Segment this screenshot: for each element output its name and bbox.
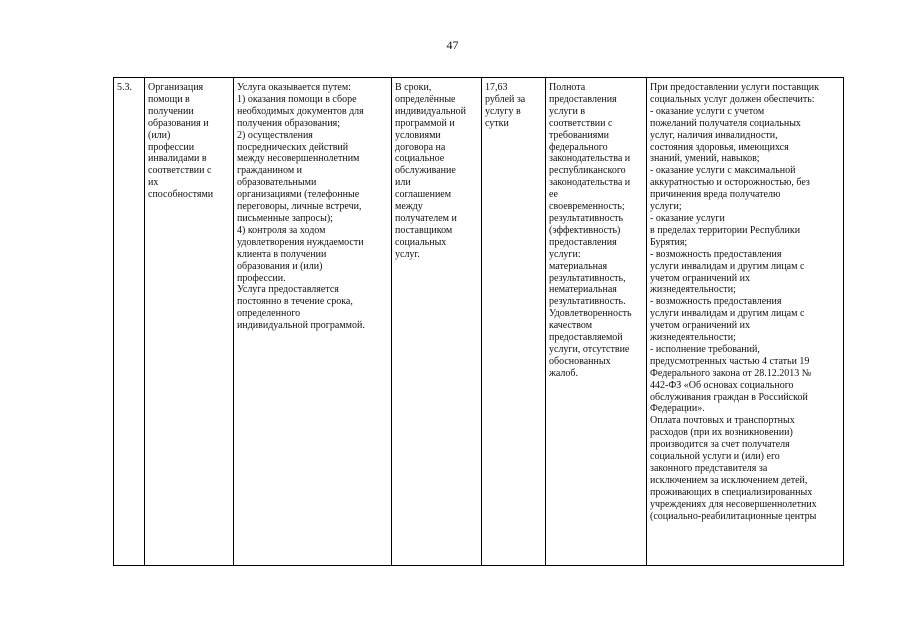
conditions-line: - возможность предоставления: [650, 296, 782, 308]
description-line: 2) осуществления: [237, 129, 313, 141]
conditions-line: расходов (при их возникновении): [650, 427, 793, 439]
service-name-line: помощи в: [148, 93, 190, 105]
description-line: между несовершеннолетним: [237, 153, 360, 165]
quality-line: федерального: [549, 141, 608, 153]
cell-number: [114, 78, 145, 566]
conditions-line: проживающих в специализированных: [650, 486, 813, 498]
conditions-line: жизнедеятельности;: [650, 284, 736, 296]
quality-line: предоставляемой: [549, 332, 623, 344]
quality-line: Удовлетворенность: [549, 308, 632, 320]
conditions-line: состояния здоровья, имеющихся: [650, 141, 789, 153]
conditions-line: услуги инвалидам и другим лицам с: [650, 260, 805, 272]
conditions-line: - оказание услуги с максимальной: [650, 165, 796, 177]
conditions-line: исключением за исключением детей,: [650, 474, 808, 486]
quality-line: обоснованных: [549, 355, 611, 367]
service-name-line: образования и: [148, 117, 209, 129]
conditions-line: жизнедеятельности;: [650, 332, 736, 344]
conditions-line: При предоставлении услуги поставщик: [650, 82, 819, 93]
conditions-line: Оплата почтовых и транспортных: [650, 415, 795, 427]
conditions-line: социальной услуги и (или) его: [650, 451, 780, 463]
description-line: клиента в получении: [237, 248, 327, 260]
terms-line: условиями: [395, 129, 441, 141]
description-line: удовлетворения нуждаемости: [237, 236, 364, 248]
row-number: 5.3.: [117, 82, 132, 93]
quality-line: услуги в: [549, 105, 586, 117]
terms-line: получателем и: [395, 212, 457, 224]
conditions-line: Бурятия;: [650, 236, 688, 248]
conditions-line: 442-ФЗ «Об основах социального: [650, 379, 794, 391]
quality-line: нематериальная: [549, 284, 617, 296]
conditions-line: законного представителя за: [650, 463, 768, 474]
description-line: необходимых документов для: [237, 105, 364, 117]
quality-line: (эффективность): [549, 224, 621, 236]
cell-tariff: [482, 78, 546, 566]
quality-line: соответствии с: [549, 117, 613, 129]
description-line: образовательными: [237, 177, 317, 189]
quality-line: предоставления: [549, 93, 617, 105]
conditions-line: аккуратностью и осторожностью, без: [650, 177, 810, 189]
description-line: письменные запросы);: [237, 212, 333, 224]
description-line: 1) оказания помощи в сборе: [237, 93, 357, 105]
quality-line: законодательства и: [549, 153, 631, 165]
quality-line: услуги:: [549, 248, 581, 260]
conditions-line: - оказание услуги с учетом: [650, 105, 765, 117]
quality-line: Полнота: [549, 82, 586, 93]
conditions-line: социальных услуг должен обеспечить:: [650, 93, 815, 105]
page-number: 47: [446, 38, 459, 52]
description-line: Услуга оказывается путем:: [237, 82, 351, 93]
service-name-line: инвалидами в: [148, 153, 207, 165]
conditions-line: - оказание услуги: [650, 212, 725, 224]
conditions-line: причинения вреда получателю: [650, 189, 781, 201]
quality-line: законодательства и: [549, 177, 631, 189]
description-line: Услуга предоставляется: [237, 284, 339, 296]
quality-line: результативность: [549, 212, 624, 224]
service-name-line: их: [148, 177, 159, 189]
quality-line: ее: [549, 189, 558, 201]
terms-line: соглашением: [395, 189, 452, 201]
service-name-line: соответствии с: [148, 165, 212, 177]
tariff-line: 17,63: [485, 82, 508, 93]
service-name-line: профессии: [148, 141, 195, 153]
conditions-line: обслуживания граждан в Российской: [650, 391, 808, 403]
conditions-line: Федерального закона от 28.12.2013 №: [650, 367, 812, 379]
conditions-line: Федерации».: [650, 403, 705, 415]
terms-line: или: [395, 177, 411, 189]
cell-terms: [392, 78, 482, 566]
quality-line: своевременность;: [549, 201, 625, 213]
description-line: 4) контроля за ходом: [237, 224, 326, 236]
terms-line: договора на: [395, 141, 446, 153]
services-table: [113, 77, 844, 566]
conditions-line: в пределах территории Республики: [650, 224, 801, 236]
description-line: профессии.: [237, 272, 286, 284]
terms-line: социальных: [395, 236, 447, 248]
conditions-line: знаний, умений, навыков;: [650, 153, 760, 165]
description-line: гражданином и: [237, 165, 303, 177]
quality-line: услуги, отсутствие: [549, 343, 630, 355]
terms-line: В сроки,: [395, 82, 432, 93]
conditions-line: услуги инвалидам и другим лицам с: [650, 308, 805, 320]
service-name-line: получении: [148, 105, 194, 117]
terms-line: программой и: [395, 117, 455, 129]
conditions-line: учетом ограничений их: [650, 320, 750, 332]
description-line: определенного: [237, 308, 301, 320]
terms-line: социальное: [395, 153, 445, 165]
description-line: переговоры, личные встречи,: [237, 201, 362, 213]
conditions-line: услуги;: [650, 201, 682, 213]
cell-conditions: [647, 78, 844, 566]
terms-line: поставщиком: [395, 224, 453, 236]
conditions-line: пожеланий получателя социальных: [650, 117, 801, 129]
quality-line: предоставления: [549, 236, 617, 248]
tariff-line: услугу в: [485, 105, 521, 117]
terms-line: между: [395, 201, 423, 213]
tariff-line: рублей за: [485, 93, 526, 105]
description-line: организациями (телефонные: [237, 189, 360, 201]
description-line: посреднических действий: [237, 141, 349, 153]
description-line: постоянно в течение срока,: [237, 296, 353, 308]
quality-line: результативность,: [549, 272, 626, 284]
conditions-line: учетом ограничений их: [650, 272, 750, 284]
cell-service-name: [145, 78, 234, 566]
tariff-line: сутки: [485, 117, 509, 129]
terms-line: обслуживание: [395, 165, 456, 177]
conditions-line: - исполнение требований,: [650, 343, 760, 355]
quality-line: качеством: [549, 320, 593, 332]
quality-line: республиканского: [549, 165, 626, 177]
description-line: индивидуальной программой.: [237, 320, 365, 332]
description-line: получения образования;: [237, 117, 341, 129]
service-name-line: способностями: [148, 189, 214, 201]
service-name-line: (или): [148, 129, 171, 141]
cell-description: [234, 78, 392, 566]
conditions-line: производится за счет получателя: [650, 439, 790, 451]
terms-line: индивидуальной: [395, 105, 466, 117]
conditions-line: услуг, наличия инвалидности,: [650, 129, 778, 141]
quality-line: результативность.: [549, 296, 626, 308]
cell-quality: [546, 78, 647, 566]
conditions-line: - возможность предоставления: [650, 248, 782, 260]
conditions-line: предусмотренных частью 4 статьи 19: [650, 355, 810, 367]
table-row: [114, 78, 844, 566]
quality-line: требованиями: [549, 129, 610, 141]
service-name-line: Организация: [148, 82, 204, 93]
quality-line: жалоб.: [549, 367, 579, 379]
terms-line: определённые: [395, 93, 456, 105]
conditions-line: учреждениях для несовершеннолетних: [650, 498, 817, 510]
terms-line: услуг.: [395, 248, 420, 260]
conditions-line: (социально-реабилитационные центры: [650, 510, 817, 522]
quality-line: материальная: [549, 260, 608, 272]
description-line: образования и (или): [237, 260, 323, 272]
